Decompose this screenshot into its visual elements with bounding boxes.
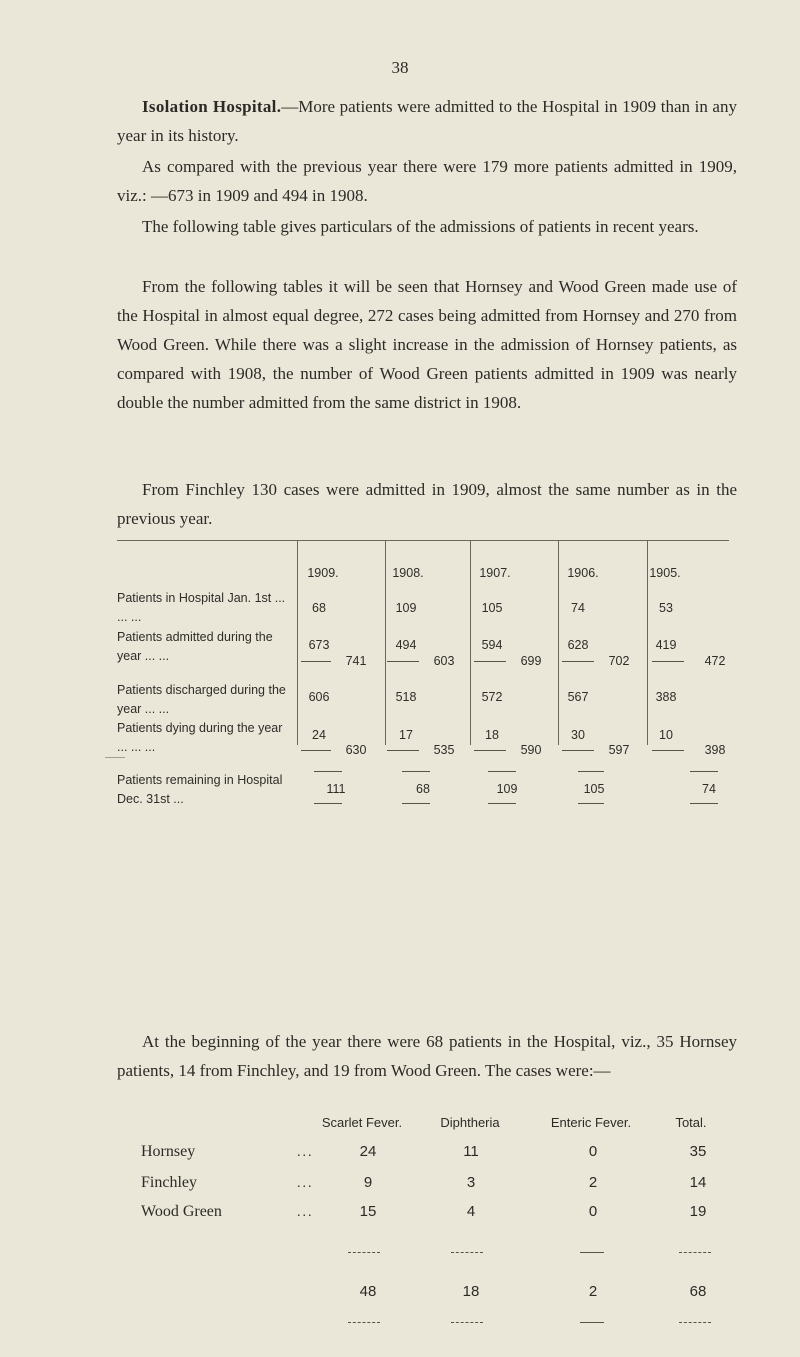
table-cell: 0: [588, 1203, 598, 1220]
table-cell-remaining: 105: [583, 782, 605, 796]
paragraph-beginning: At the beginning of the year there were 68 patients in the Hospital, viz., 35 Hornsey patients, 14 from Finchley, and 19 from Wood Green. The cases were:—: [117, 1032, 737, 1080]
table-cell-remaining: 111: [326, 782, 346, 796]
year-header: 1908.: [392, 566, 424, 580]
sum-dash: [314, 803, 342, 804]
sum-dash: [580, 1252, 604, 1253]
sum-dash: [488, 771, 516, 772]
paragraph-table-intro: The following table gives particulars of the admissions of patients in recent years.: [142, 217, 699, 236]
dot-leader: ...: [297, 1205, 314, 1220]
section-heading: Isolation Hospital.: [142, 97, 282, 116]
column-header-enteric: Enteric Fever.: [550, 1115, 632, 1130]
sum-dash: [679, 1252, 711, 1253]
table-cell: 9: [363, 1174, 373, 1191]
intro-text: —More patients were admitted to the Hospital in 1909 than in any year in its history.: [117, 97, 737, 145]
sum-dash: [580, 1322, 604, 1323]
table-cell-remaining: 109: [496, 782, 518, 796]
table-cell-total: 398: [704, 743, 726, 757]
table-cell: 53: [659, 601, 673, 615]
table-cell: 14: [689, 1174, 707, 1191]
sum-dash: [451, 1252, 483, 1253]
table-cell: 74: [571, 601, 585, 615]
sum-dash: [652, 750, 684, 751]
year-header: 1909.: [307, 566, 339, 580]
sum-dash: [690, 803, 718, 804]
year-header: 1907.: [479, 566, 511, 580]
sum-dash: [402, 803, 430, 804]
table-cell: 11: [463, 1143, 479, 1160]
row-label-discharged: Patients discharged during the year ... ...: [117, 683, 286, 716]
table-cell-total: 590: [520, 743, 542, 757]
table-cell: 35: [689, 1143, 707, 1160]
sum-dash: [451, 1322, 483, 1323]
table-cell: 30: [571, 728, 585, 742]
dot-leader: ...: [297, 1145, 314, 1160]
sum-dash: [314, 771, 342, 772]
table-cell-total: 702: [608, 654, 630, 668]
table-cell: 109: [395, 601, 417, 615]
sum-dash: [578, 803, 604, 804]
table-cell: 105: [481, 601, 503, 615]
row-label-admitted: Patients admitted during the year ... ...: [117, 630, 273, 663]
table-cell: 518: [395, 690, 417, 704]
sum-dash: [652, 661, 684, 662]
table-cell-total: 603: [433, 654, 455, 668]
table-cell: 594: [481, 638, 503, 652]
table-cell-remaining: 68: [416, 782, 430, 796]
table-cell-remaining: 74: [702, 782, 716, 796]
table-cell-total: 472: [704, 654, 726, 668]
district-name: Finchley: [141, 1174, 197, 1191]
table-cell: 0: [588, 1143, 598, 1160]
table-cell: 19: [689, 1203, 707, 1220]
row-label-jan: Patients in Hospital Jan. 1st ... ... ...: [117, 591, 286, 624]
table-cell: 68: [312, 601, 326, 615]
year-header: 1905.: [649, 566, 681, 580]
table-cell: 15: [359, 1203, 377, 1220]
table-cell-total: 597: [608, 743, 630, 757]
table-cell: 567: [567, 690, 589, 704]
page-number: 38: [391, 58, 409, 77]
sum-dash: [301, 750, 331, 751]
column-header-diphtheria: Diphtheria: [440, 1115, 500, 1130]
table-cell: 494: [395, 638, 417, 652]
district-name: Wood Green: [141, 1203, 222, 1220]
sum-dash: [474, 750, 506, 751]
district-name: Hornsey: [141, 1143, 196, 1160]
table-cell: 606: [308, 690, 330, 704]
sum-dash: [578, 771, 604, 772]
table-cell-total: 630: [345, 743, 367, 757]
table-cell: 10: [659, 728, 673, 742]
row-label-died: Patients dying during the year ... ... ...: [117, 721, 283, 754]
table-cell: 24: [312, 728, 326, 742]
table-cell: 18: [485, 728, 499, 742]
sum-dash: [387, 661, 419, 662]
paragraph-finchley: From Finchley 130 cases were admitted in 1909, almost the same number as in the previous year.: [117, 480, 737, 528]
table-cell: 4: [466, 1203, 476, 1220]
total-cell: 68: [689, 1283, 707, 1300]
table-cell: 673: [308, 638, 330, 652]
table-cell: 17: [399, 728, 413, 742]
sum-dash: [348, 1252, 380, 1253]
row-label-remaining: Patients remaining in Hospital Dec. 31st ...: [117, 773, 283, 806]
table-cell: 24: [359, 1143, 377, 1160]
table-cell: 2: [588, 1174, 598, 1191]
table-cell: 572: [481, 690, 503, 704]
paragraph-comparison: As compared with the previous year there were 179 more patients admitted in 1909, viz.: —673 in 1909 and 494 in 1908.: [117, 157, 737, 205]
table-cell: 419: [655, 638, 677, 652]
table-cell: 628: [567, 638, 589, 652]
sum-dash: [474, 661, 506, 662]
sum-dash: [562, 661, 594, 662]
table-cell: 3: [466, 1174, 476, 1191]
total-cell: 48: [359, 1283, 377, 1300]
table-cell-total: 699: [520, 654, 542, 668]
table-top-rule: [117, 540, 729, 541]
year-header: 1906.: [567, 566, 599, 580]
table-cell-total: 535: [433, 743, 455, 757]
column-header-total: Total.: [675, 1115, 707, 1130]
table-cell-total: 741: [345, 654, 367, 668]
sum-dash: [488, 803, 516, 804]
table-bottom-rule: [105, 757, 125, 758]
total-cell: 18: [462, 1283, 480, 1300]
sum-dash: [562, 750, 594, 751]
intro-paragraph: [117, 92, 737, 150]
sum-dash: [679, 1322, 711, 1323]
paragraph-hornsey-woodgreen: From the following tables it will be seen that Hornsey and Wood Green made use of the Hospital in almost equal degree, 272 cases being admitted from Hornsey and 270 from Wood Green. While there was a slight increase in the admission of Hornsey patients, as compared with 1908, the number of Wood Green patients admitted in 1909 was nearly double the number admitted from the same district in 1908.: [117, 277, 737, 412]
dot-leader: ...: [297, 1176, 314, 1191]
table-cell: 388: [655, 690, 677, 704]
sum-dash: [348, 1322, 380, 1323]
sum-dash: [301, 661, 331, 662]
column-header-scarlet: Scarlet Fever.: [321, 1115, 403, 1130]
sum-dash: [387, 750, 419, 751]
sum-dash: [690, 771, 718, 772]
total-cell: 2: [588, 1283, 598, 1300]
sum-dash: [402, 771, 430, 772]
